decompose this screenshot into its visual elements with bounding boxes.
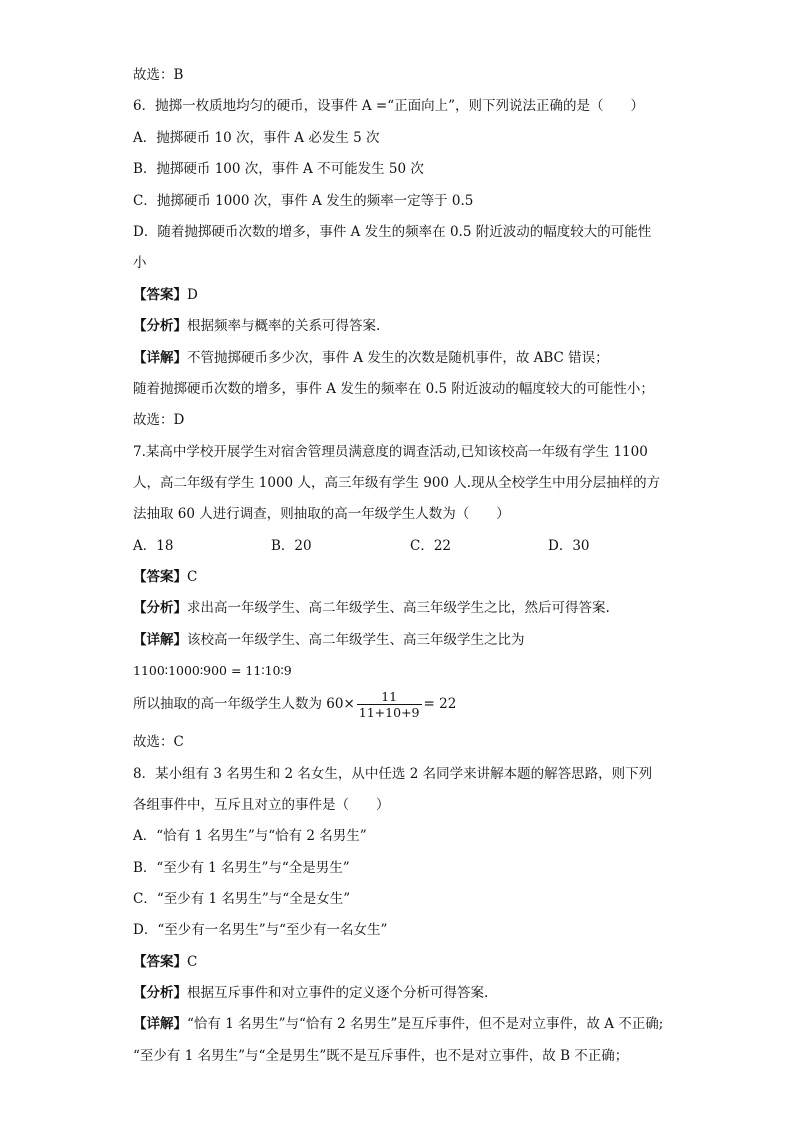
analysis-tag: 【分析】 [133, 600, 187, 616]
line-choice-answer-5: 故选：B [133, 67, 184, 83]
question-6-option-a: A．抛掷硬币 10 次，事件 A 必发生 5 次 [133, 130, 380, 146]
question-6-option-d-cont: 小 [133, 255, 147, 271]
question-8-analysis [133, 984, 488, 1002]
detail-tag: 【详解】 [133, 632, 187, 648]
question-6-analysis [133, 317, 380, 335]
question-7-stem-3: 法抽取 60 人进行调查，则抽取的高一年级学生人数为（ ） [133, 506, 510, 522]
analysis-tag: 【分析】 [133, 318, 187, 334]
question-7-option-a: A．18 [133, 538, 174, 554]
question-7-option-c: C．22 [410, 538, 452, 554]
fraction-result: = 22 [423, 696, 457, 712]
ratio-equation: 1100∶1000∶900 = 11∶10∶9 [133, 663, 292, 678]
answer-text: C [187, 954, 198, 970]
question-8-stem-2: 各组事件中，互斥且对立的事件是（ ） [133, 797, 390, 813]
question-7-option-d: D．30 [548, 538, 590, 554]
question-6-stem: 6．抛掷一枚质地均匀的硬币，设事件 A =“正面向上”，则下列说法正确的是（ ） [133, 98, 645, 114]
question-7-choice: 故选：C [133, 734, 184, 750]
question-6-option-c: C．抛掷硬币 1000 次，事件 A 发生的频率一定等于 0.5 [133, 193, 474, 209]
answer-tag: 【答案】 [133, 569, 187, 585]
question-7-stem-2: 人，高二年级有学生 1000 人，高三年级有学生 900 人.现从全校学生中用分层抽样的方 [133, 475, 661, 491]
question-6-answer [133, 286, 198, 304]
question-8-option-c: C．“至少有 1 名男生”与“全是女生” [133, 891, 351, 907]
analysis-text: 根据互斥事件和对立事件的定义逐个分析可得答案. [187, 985, 489, 1001]
fraction [357, 689, 422, 720]
fraction-prefix: 所以抽取的高一年级学生人数为 60× [133, 696, 355, 712]
question-7-answer [133, 568, 197, 586]
question-6-option-b: B．抛掷硬币 100 次，事件 A 不可能发生 50 次 [133, 161, 424, 177]
answer-tag: 【答案】 [133, 287, 187, 303]
question-8-detail [133, 1015, 663, 1033]
detail-tag: 【详解】 [133, 350, 187, 366]
question-6-choice: 故选：D [133, 412, 185, 428]
detail-text: 不管抛掷硬币多少次，事件 A 发生的次数是随机事件，故 ABC 错误； [187, 350, 609, 366]
question-8-stem-1: 8．某小组有 3 名男生和 2 名女生，从中任选 2 名同学来讲解本题的解答思路，则下列 [133, 766, 653, 782]
fraction-denominator: 11+10+9 [358, 705, 420, 720]
question-7-analysis [133, 599, 610, 617]
question-8-option-a: A．“恰有 1 名男生”与“恰有 2 名男生” [133, 828, 367, 844]
question-8-detail-cont: “至少有 1 名男生”与“全是男生”既不是互斥事件，也不是对立事件，故 B 不正确； [133, 1048, 629, 1064]
fraction-equation [133, 688, 456, 720]
question-8-option-d: D．“至少有一名男生”与“至少有一名女生” [133, 922, 388, 938]
fraction-numerator: 11 [357, 689, 422, 705]
answer-text: D [187, 287, 198, 303]
analysis-text: 求出高一年级学生、高二年级学生、高三年级学生之比，然后可得答案. [187, 600, 610, 616]
analysis-tag: 【分析】 [133, 985, 187, 1001]
question-7-stem-1: 7.某高中学校开展学生对宿舍管理员满意度的调查活动,已知该校高一年级有学生 1100 [133, 444, 648, 460]
detail-text: “恰有 1 名男生”与“恰有 2 名男生”是互斥事件，但不是对立事件，故 A 不正确; [187, 1016, 664, 1032]
question-6-detail-cont: 随着抛掷硬币次数的增多，事件 A 发生的频率在 0.5 附近波动的幅度较大的可能性小； [133, 381, 654, 397]
question-7-detail [133, 631, 525, 649]
question-6-detail [133, 349, 609, 367]
detail-text: 该校高一年级学生、高二年级学生、高三年级学生之比为 [187, 632, 525, 648]
question-7-option-b: B．20 [271, 538, 312, 554]
answer-tag: 【答案】 [133, 954, 187, 970]
answer-text: C [187, 569, 198, 585]
analysis-text: 根据频率与概率的关系可得答案. [187, 318, 381, 334]
question-6-option-d: D．随着抛掷硬币次数的增多，事件 A 发生的频率在 0.5 附近波动的幅度较大的可能性 [133, 224, 652, 240]
question-8-option-b: B．“至少有 1 名男生”与“全是男生” [133, 860, 350, 876]
question-8-answer [133, 953, 197, 971]
detail-tag: 【详解】 [133, 1016, 187, 1032]
